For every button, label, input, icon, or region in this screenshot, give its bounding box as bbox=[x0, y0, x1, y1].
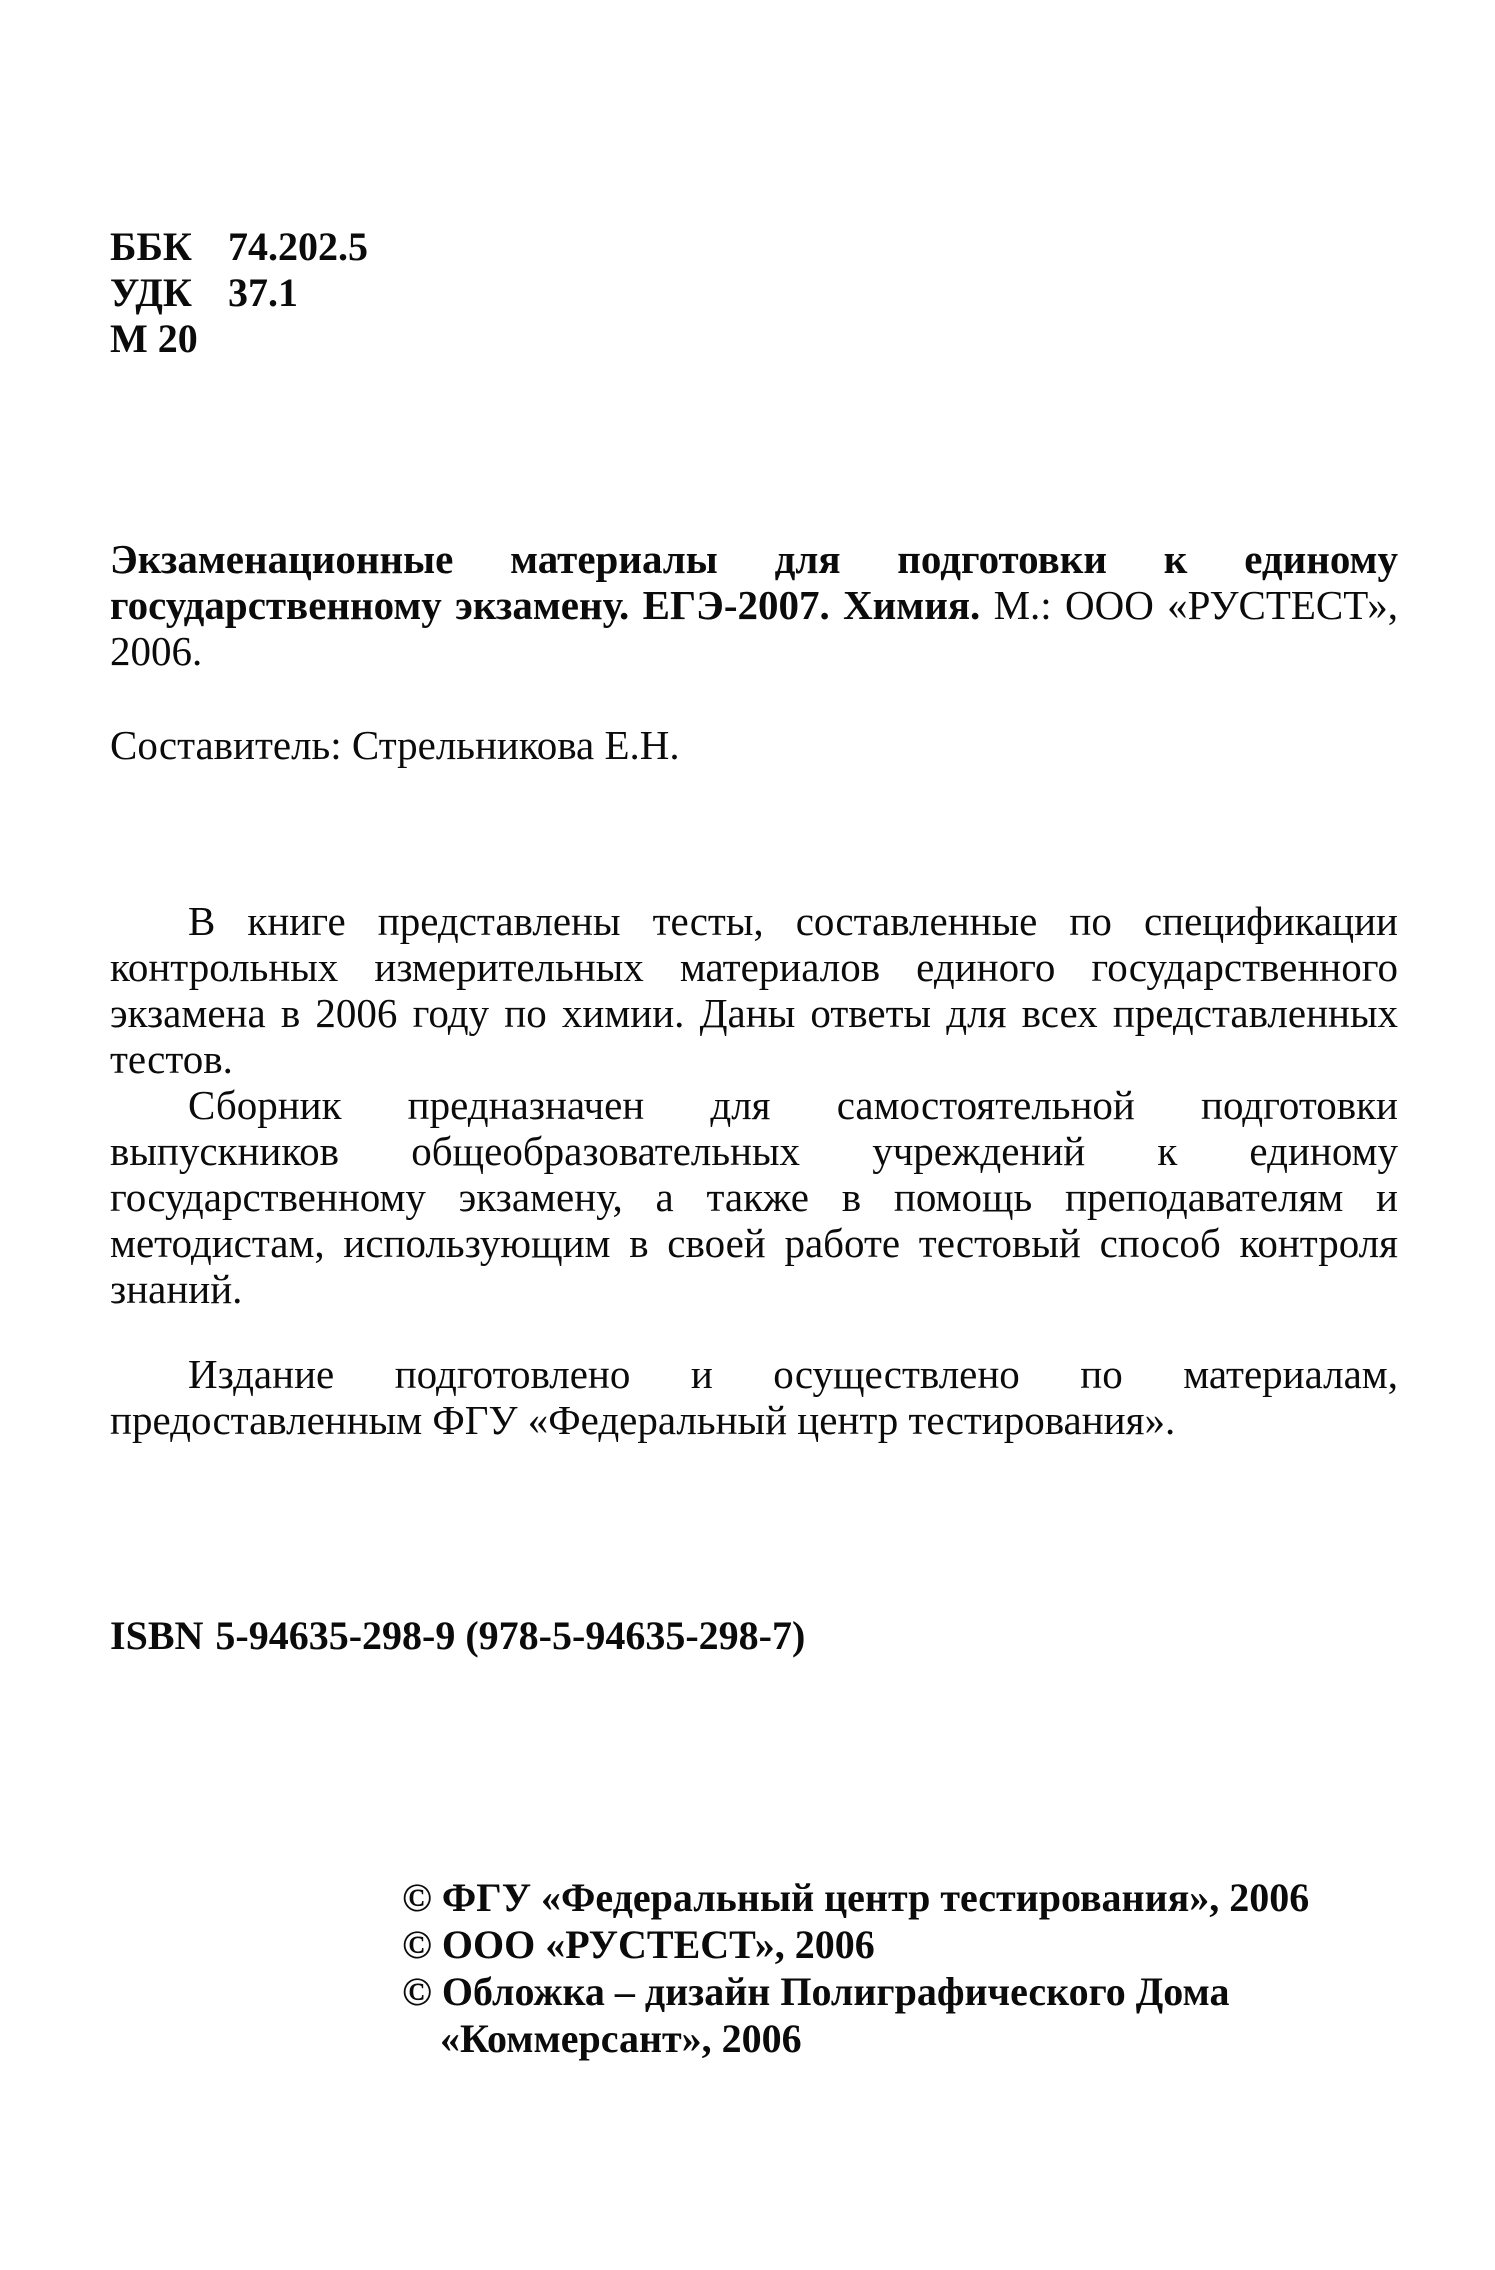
classification-codes bbox=[110, 224, 368, 362]
annotation-paragraph-1: В книге представлены тесты, составленные по спецификации контрольных измерительных материалов единого государственного экзамена в 2006 году по химии. Даны ответы для всех представленных тестов. bbox=[110, 898, 1398, 1082]
bbk-label: ББК bbox=[110, 224, 192, 269]
isbn-value: 5-94635-298-9 (978-5-94635-298-7) bbox=[215, 1613, 806, 1658]
bbk-value: 74.202.5 bbox=[228, 224, 368, 269]
isbn-line bbox=[110, 1612, 805, 1659]
citation-paragraph bbox=[110, 536, 1398, 674]
copyright-line-cover: © Обложка – дизайн Полиграфического Дома bbox=[402, 1969, 1230, 2014]
udk-code-row bbox=[110, 270, 368, 316]
annotation bbox=[110, 898, 1398, 1312]
compiler-line: Составитель: Стрельникова Е.Н. bbox=[110, 722, 680, 768]
bibliographic-citation bbox=[110, 536, 1398, 674]
author-mark: М 20 bbox=[110, 316, 198, 361]
copyright-line-rustest: © ООО «РУСТЕСТ», 2006 bbox=[402, 1922, 875, 1967]
citation-publisher: М.: ООО «РУСТЕСТ», 2006. bbox=[110, 582, 1398, 674]
edition-note-text: Издание подготовлено и осуществлено по материалам, предоставленным ФГУ «Федеральный центр тестирования». bbox=[110, 1351, 1398, 1443]
copyright-notices bbox=[402, 1874, 1309, 2062]
udk-label: УДК bbox=[110, 270, 192, 315]
annotation-paragraph-2: Сборник предназначен для самостоятельной подготовки выпускников общеобразовательных учреждений к единому государственному экзамену, а также в помощь преподавателям и методистам, использующим в своей работе тестовый способ контроля знаний. bbox=[110, 1082, 1398, 1312]
bbk-code-row bbox=[110, 224, 368, 270]
udk-value: 37.1 bbox=[228, 270, 298, 315]
isbn-label: ISBN bbox=[110, 1613, 204, 1658]
copyright-line-ftc: © ФГУ «Федеральный центр тестирования», 2006 bbox=[402, 1875, 1310, 1920]
author-mark-row bbox=[110, 316, 368, 362]
citation-title: Экзаменационные материалы для подготовки к единому государственному экзамену. ЕГЭ-2007. Химия. bbox=[110, 536, 1398, 628]
edition-note bbox=[110, 1351, 1398, 1443]
copyright-line-cover-cont: «Коммерсант», 2006 bbox=[440, 2016, 802, 2061]
